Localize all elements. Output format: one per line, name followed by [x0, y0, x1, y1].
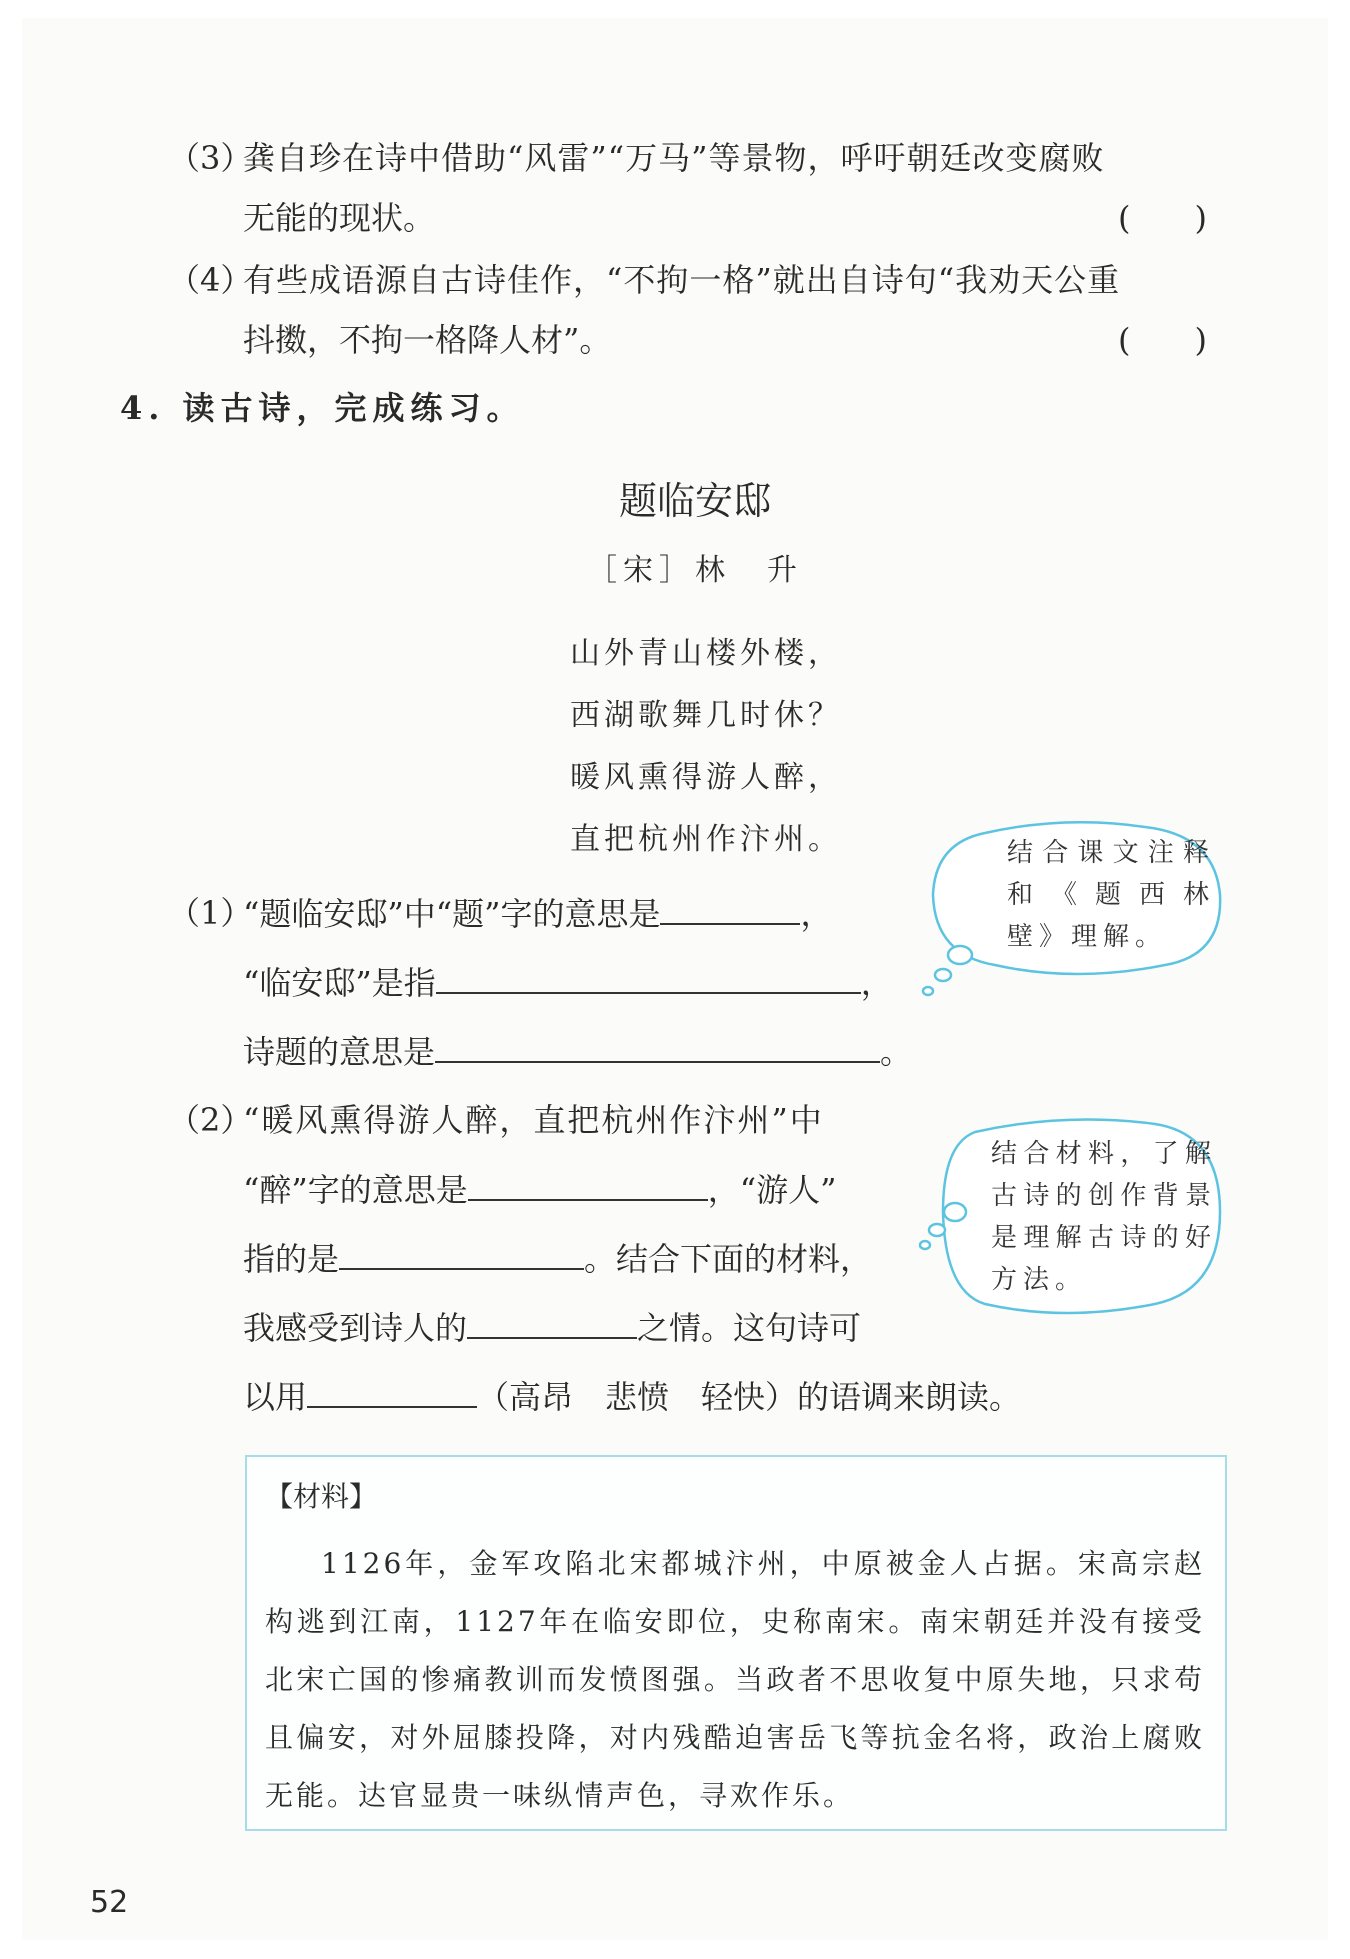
- hint-bubble-1: [915, 815, 1235, 1005]
- q3-4-number: （4）: [168, 261, 253, 299]
- sub2-blank-youren[interactable]: [339, 1238, 584, 1270]
- hint-bubble-2: [915, 1112, 1235, 1324]
- sub2-line4-end: 之情。这句诗可: [637, 1309, 862, 1347]
- q3-4-line2: 抖擞，不拘一格降人材”。: [243, 321, 612, 359]
- poem-line-3: 暖风熏得游人醉，: [570, 760, 842, 795]
- q4-heading: 4. 读古诗，完成练习。: [120, 389, 525, 427]
- material-box: [245, 1455, 1227, 1831]
- q3-3-answer-paren[interactable]: ( ): [1118, 199, 1207, 237]
- material-body: [265, 1535, 1205, 1825]
- sub2-line3-text: 指的是: [243, 1240, 340, 1278]
- q3-4-line1: 有些成语源自古诗佳作，“不拘一格”就出自诗句“我劝天公重: [243, 261, 1121, 299]
- sub1-line-b-end: ，: [860, 964, 893, 1002]
- q3-4-answer-paren[interactable]: ( ): [1118, 321, 1207, 359]
- sub1-line-a-text: “题临安邸”中“题”字的意思是: [243, 895, 661, 933]
- q3-3-line1: 龚自珍在诗中借助“风雷”“万马”等景物，呼吁朝廷改变腐败: [243, 139, 1105, 177]
- q3-3-number: （3）: [168, 139, 253, 177]
- sub2-line1: “暖风熏得游人醉，直把杭州作汴州”中: [243, 1101, 824, 1139]
- hint-bubble-1-text: 结合课文注释和《题西林壁》理解。: [1007, 838, 1215, 952]
- material-title: 【材料】: [265, 1480, 378, 1513]
- sub1-blank-b[interactable]: [436, 962, 861, 994]
- sub2-line4-text: 我感受到诗人的: [243, 1309, 468, 1347]
- sub1-number: （1）: [168, 894, 253, 932]
- poem-author: ［宋］林 升: [587, 553, 803, 588]
- material-text: 1126年，金军攻陷北宋都城汴州，中原被金人占据。宋高宗赵构逃到江南，1127年在临安即位，史称南宋。南宋朝廷并没有接受北宋亡国的惨痛教训而发愤图强。当政者不思收复中原失地，只求苟且偏安，对外屈膝投降，对内残酷迫害岳飞等抗金名将，政治上腐败无能。达官显贵一味纵情声色，寻欢作乐。: [265, 1547, 1205, 1812]
- sub2-line2-text: “醉”字的意思是: [243, 1171, 468, 1209]
- sub2-number: （2）: [168, 1101, 253, 1139]
- sub2-line3-end: 。结合下面的材料，: [584, 1240, 873, 1278]
- page-number: 52: [90, 1885, 129, 1920]
- poem-line-1: 山外青山楼外楼，: [570, 636, 842, 671]
- sub2-blank-zui[interactable]: [468, 1169, 708, 1201]
- sub1-line-b-text: “临安邸”是指: [243, 964, 436, 1002]
- sub1-blank-a[interactable]: [660, 893, 800, 925]
- q3-3-line2: 无能的现状。: [243, 199, 436, 237]
- sub2-line5-text: 以用: [243, 1378, 308, 1416]
- sub1-line-c-end: 。: [880, 1033, 913, 1071]
- sub1-line-a-end: ，: [800, 895, 833, 933]
- poem-line-2: 西湖歌舞几时休？: [570, 698, 842, 733]
- hint-bubble-2-text: 结合材料，了解古诗的创作背景是理解古诗的好方法。: [991, 1139, 1217, 1295]
- sub2-line2-end: ，“游人”: [707, 1171, 837, 1209]
- poem-title: 题临安邸: [618, 479, 771, 523]
- sub2-blank-tone[interactable]: [307, 1376, 477, 1408]
- sub2-blank-feeling[interactable]: [467, 1307, 637, 1339]
- sub1-blank-c[interactable]: [435, 1031, 880, 1063]
- poem-line-4: 直把杭州作汴州。: [570, 822, 842, 857]
- sub2-line5-end: （高昂 悲愤 轻快）的语调来朗读。: [477, 1378, 1022, 1416]
- sub1-line-c-text: 诗题的意思是: [243, 1033, 436, 1071]
